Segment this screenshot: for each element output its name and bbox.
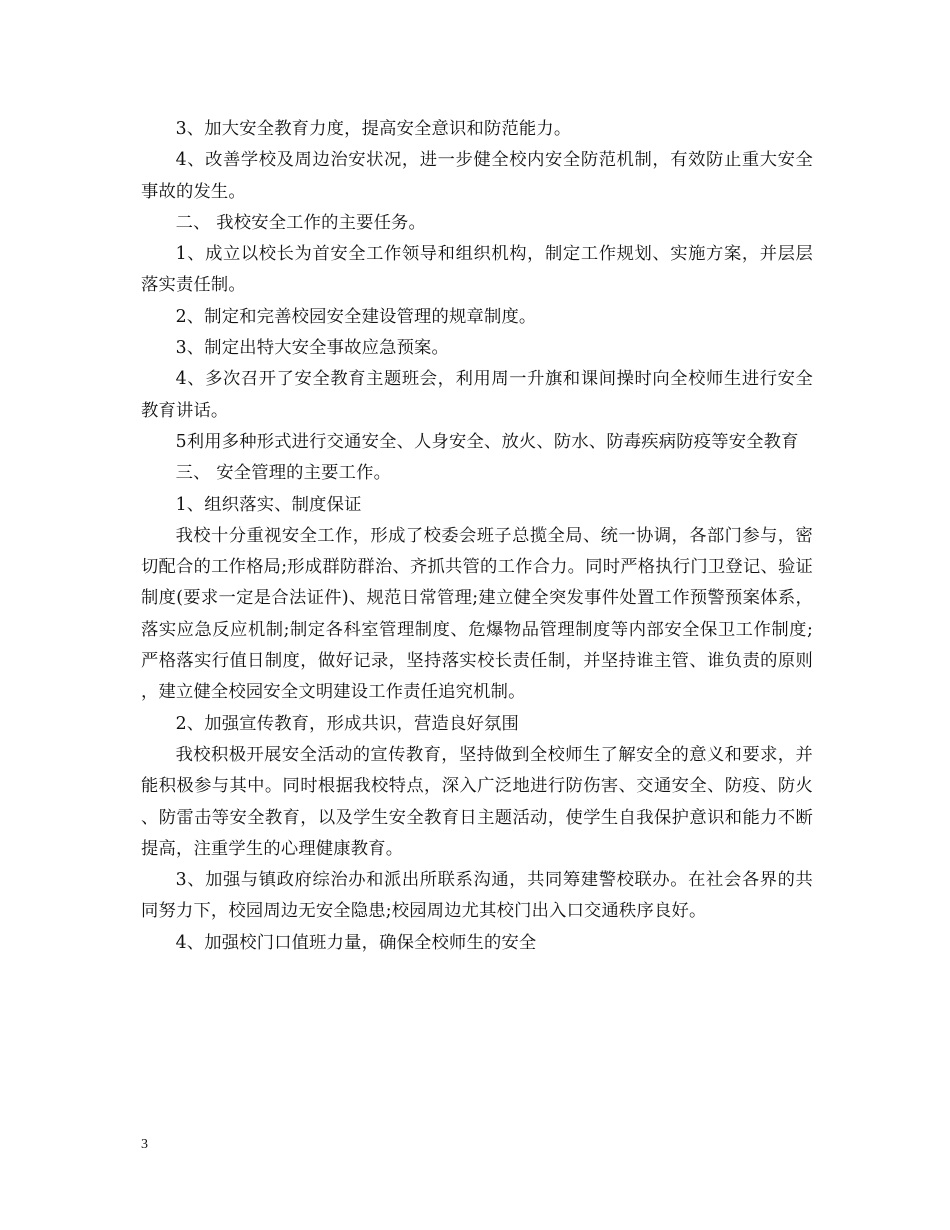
paragraph: 4、改善学校及周边治安状况，进一步健全校内安全防范机制，有效防止重大安全事故的发生。: [141, 150, 813, 202]
paragraph: 1、成立以校长为首安全工作领导和组织机构，制定工作规划、实施方案，并层层落实责任制。: [141, 244, 813, 296]
paragraph: 4、多次召开了安全教育主题班会，利用周一升旗和课间操时向全校师生进行安全教育讲话。: [141, 369, 813, 421]
paragraph: 我校十分重视安全工作，形成了校委会班子总揽全局、统一协调，各部门参与，密切配合的工作格局;形成群防群治、齐抓共管的工作合力。同时严格执行门卫登记、验证制度(要求一定是合法证件)、规范日常管理;建立健全突发事件处置工作预警预案体系，落实应急反应机制;制定各科室管理制度、危爆物品管理制度等内部安全保卫工作制度;严格落实行值日制度，做好记录，坚持落实校长责任制，并坚持谁主管、谁负责的原则，建立健全校园安全文明建设工作责任追究机制。: [141, 525, 813, 703]
paragraph: 3、制定出特大安全事故应急预案。: [175, 338, 450, 359]
section-heading: 三、 安全管理的主要工作。: [175, 463, 392, 484]
paragraph: 4、加强校门口值班力量，确保全校师生的安全: [175, 932, 537, 953]
paragraph: 我校积极开展安全活动的宣传教育，坚持做到全校师生了解安全的意义和要求，并能积极参与其中。同时根据我校特点，深入广泛地进行防伤害、交通安全、防疫、防火、防雷击等安全教育，以及学生安全教育日主题活动，使学生自我保护意识和能力不断提高，注重学生的心理健康教育。: [141, 744, 813, 859]
paragraph: 3、加强与镇政府综治办和派出所联系沟通，共同筹建警校联办。在社会各界的共同努力下，校园周边无安全隐患;校园周边尤其校门出入口交通秩序良好。: [141, 870, 813, 922]
page-number: 3: [141, 1137, 148, 1152]
document-body: [141, 114, 813, 959]
paragraph: 2、制定和完善校园安全建设管理的规章制度。: [175, 306, 537, 327]
subsection-heading: 2、加强宣传教育，形成共识，营造良好氛围: [175, 713, 519, 734]
paragraph: 5利用多种形式进行交通安全、人身安全、放火、防水、防毒疾病防疫等安全教育: [175, 431, 799, 452]
paragraph: 3、加大安全教育力度，提高安全意识和防范能力。: [175, 119, 572, 139]
subsection-heading: 1、组织落实、制度保证: [175, 494, 362, 515]
section-heading: 二、 我校安全工作的主要任务。: [175, 212, 427, 233]
